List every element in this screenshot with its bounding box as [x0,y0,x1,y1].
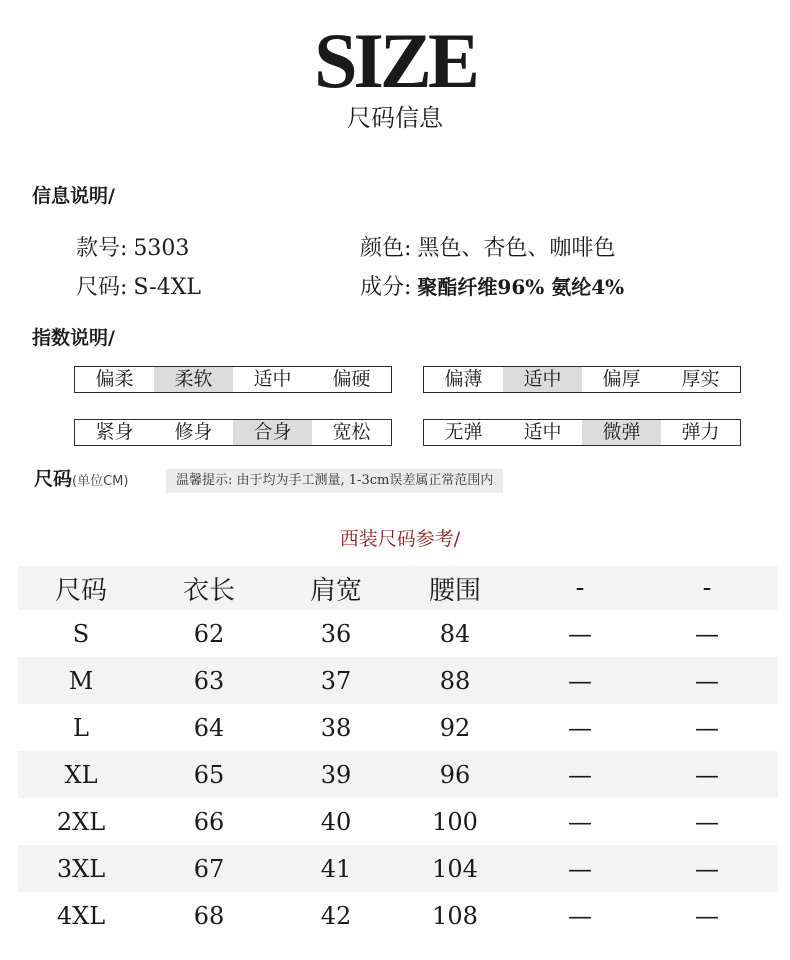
size-subtitle: 尺码信息 [347,104,443,132]
table-cell: — [695,760,719,789]
table-header-cell: 腰围 [428,575,481,606]
scale-option: 无弹 [444,421,483,443]
table-cell: — [568,854,592,883]
size-title: SIZE [314,17,476,104]
table-cell: 63 [193,666,225,695]
scale-option: 紧身 [95,421,134,443]
scale-option: 偏薄 [444,368,483,390]
scale-option: 修身 [174,421,213,443]
table-cell: L [73,713,89,742]
colors [360,238,615,260]
table-header-row [18,566,778,610]
table-cell: 104 [432,854,478,883]
table-cell: 88 [439,666,471,695]
style-no [76,238,189,260]
scale-option: 偏厚 [602,368,641,390]
table-row [18,845,778,892]
scale-option: 适中 [253,368,292,390]
table-cell: M [68,666,94,695]
size-range-value: S-4XL [133,275,202,300]
measurement-tip: 温馨提示: 由于均为手工测量, 1-3cm误差属正常范围内 [166,469,503,493]
table-cell: 92 [439,713,471,742]
scale-option: 微弹 [582,420,661,445]
table-row [18,798,778,845]
size-unit: (单位CM) [72,474,129,489]
index-heading: 指数说明/ [32,327,115,349]
composition [360,277,624,299]
style-no-label: 款号: [76,236,128,261]
table-row [18,892,778,939]
scale-elasticity [423,419,741,446]
table-header-cell: 尺码 [54,575,107,606]
table-header-cell: - [702,573,712,603]
table-title: 西装尺码参考/ [339,528,461,550]
table-cell: XL [64,760,98,789]
scale-option: 宽松 [332,421,371,443]
table-row [18,751,778,798]
colors-value: 黑色、杏色、咖啡色 [417,236,616,261]
info-heading: 信息说明/ [32,185,115,207]
table-cell: 65 [193,760,225,789]
table-cell: — [695,901,719,930]
colors-label: 颜色: [360,236,412,261]
table-cell: 100 [432,807,478,836]
table-cell: — [568,760,592,789]
table-cell: 96 [439,760,471,789]
scale-fit [74,419,392,446]
table-cell: 4XL [56,901,106,930]
table-cell: — [695,713,719,742]
table-cell: — [568,666,592,695]
table-row [18,704,778,751]
size-heading [34,470,128,489]
style-no-value: 5303 [133,236,190,261]
table-cell: 3XL [56,854,106,883]
scale-thickness [423,366,741,393]
table-cell: 40 [320,807,352,836]
table-header-cell: 衣长 [182,575,235,606]
table-cell: — [695,807,719,836]
table-cell: 36 [320,619,352,648]
scale-option: 偏柔 [95,368,134,390]
scale-option: 适中 [523,421,562,443]
table-cell: — [568,807,592,836]
scale-option: 弹力 [681,421,720,443]
table-row [18,657,778,704]
table-row [18,610,778,657]
size-range-label: 尺码: [76,275,128,300]
table-cell: — [568,713,592,742]
size-table [18,566,778,939]
table-cell: 41 [320,854,352,883]
table-cell: 67 [193,854,225,883]
table-cell: 66 [193,807,225,836]
table-header-cell: 肩宽 [309,575,362,606]
table-cell: 68 [193,901,225,930]
scale-option: 合身 [233,420,312,445]
table-cell: S [72,619,90,648]
table-cell: — [568,619,592,648]
scale-option: 柔软 [154,367,233,392]
table-cell: 42 [320,901,352,930]
table-cell: 39 [320,760,352,789]
table-cell: 37 [320,666,352,695]
scale-option: 偏硬 [332,368,371,390]
size-heading-label: 尺码 [34,468,73,490]
scale-option: 适中 [503,367,582,392]
table-cell: — [695,666,719,695]
composition-value: 聚酯纤维96% 氨纶4% [417,275,625,299]
scale-option: 厚实 [681,368,720,390]
table-cell: 108 [432,901,478,930]
table-cell: 2XL [56,807,106,836]
table-cell: — [695,854,719,883]
size-range [76,277,201,299]
table-cell: — [568,901,592,930]
table-cell: 38 [320,713,352,742]
table-cell: 62 [193,619,225,648]
table-cell: — [695,619,719,648]
table-cell: 64 [193,713,225,742]
table-cell: 84 [439,619,471,648]
table-header-cell: - [575,573,585,603]
composition-label: 成分: [360,275,412,300]
scale-softness [74,366,392,393]
